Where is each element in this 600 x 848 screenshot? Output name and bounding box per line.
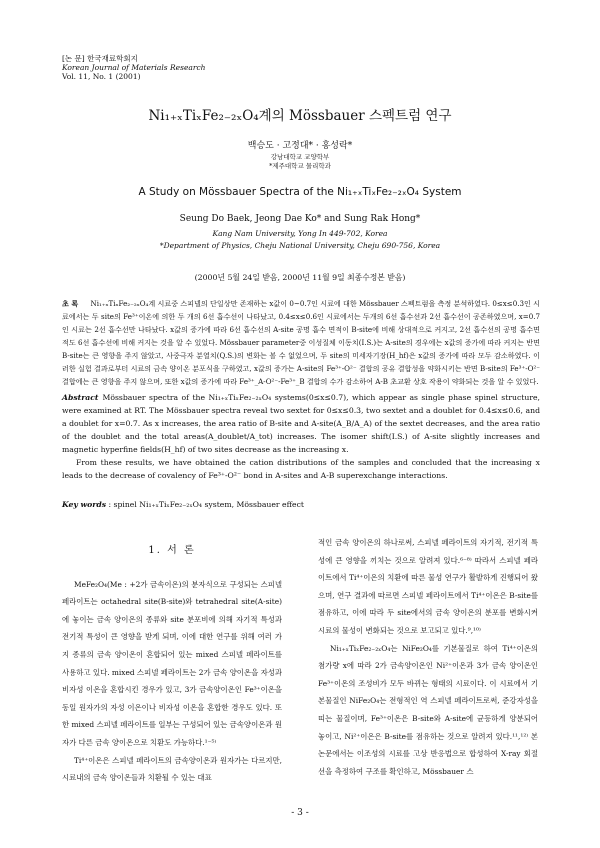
affiliation-ko-1: 강남대학교 교양학부 [270, 153, 330, 161]
body-column-right [318, 534, 538, 780]
title-en: A Study on Mössbauer Spectra of the Ni₁₊ₓTiₓFe₂₋₂ₓO₄ System [138, 186, 462, 198]
affiliations-ko [0, 153, 600, 171]
journal-name-en: Korean Journal of Materials Research [62, 63, 206, 72]
affiliation-en-2: *Department of Physics, Cheju National University, Cheju 690-756, Korea [159, 241, 441, 250]
abstract-en-p1: Mössbauer spectra of the Ni₁₊ₓTiₓFe₂₋₂ₓO₄ systems(0≤x≤0.7), which appear as single phase spinel structure, were examined at RT. The Mössbauer spectra reveal two sextet for 0≤x≤0.3, two sextet and a doublet for 0.4≤x≤0.6, and a doublet for x=0.7. As x increases, the area ratio of B-site and A-site(A_B/A_A) of the sextet decreases, and the area ratio of the doublet and the total areas(A_doublet/A_tot) increases. The isomer shift(I.S.) of A-site slightly increases and magnetic hyperfine fields(H_hf) of two sites decrease as the increasing x. [62, 393, 540, 454]
authors-ko: 백승도 · 고정대* · 홍성락* [247, 141, 353, 151]
received-dates: (2000년 5월 24일 받음, 2000년 11월 9일 최종수정본 받음) [194, 273, 406, 282]
authors-en: Seung Do Baek, Jeong Dae Ko* and Sung Rak Hong* [179, 214, 421, 224]
body-paragraph: 적인 금속 양이온의 하나로써, 스피넬 페라이트의 자기적, 전기적 특성에 큰 영향을 끼치는 것으로 알려져 있다.⁶⁻⁸⁾ 따라서 스피넬 페라이트에서 Ti⁴⁺이온의 치환에 따른 물성 연구가 활발하게 진행되어 왔으며, 연구 결과에 따르면 스피넬 페라이트에서 Ti⁴⁺이온은 B-site를 점유하고, 이에 따라 두 site에서의 금속 양이온의 분포를 변화시켜 시료의 물성이 변화되는 것으로 보고되고 있다.⁹,¹⁰⁾ [318, 538, 538, 635]
journal-volume: Vol. 11, No. 1 (2001) [62, 72, 141, 81]
body-paragraph: Ti⁴⁺이온은 스피넬 페라이트의 금속양이온과 원자가는 다르지만, 시료내의 금속 양이온들과 치환될 수 있는 대표 [62, 755, 282, 783]
title-ko: Ni₁₊ₓTiₓFe₂₋₂ₓO₄계의 Mössbauer 스펙트럼 연구 [148, 108, 452, 124]
abstract-en-p2: From these results, we have obtained the cation distributions of the samples and concluded that the increasing x leads to the decrease of covalency of Fe³⁺-O²⁻ bond in A-sites and A-B superexchange interactions. [62, 458, 540, 480]
keywords-text: : spinel Ni₁₊ₓTiₓFe₂₋₂ₓO₄ system, Mössbauer effect [108, 500, 304, 509]
body-paragraph: MeFe₂O₄(Me : +2가 금속이온)의 분자식으로 구성되는 스피넬 페라이트는 octahedral site(B-site)와 tetrahedral site(A-site)에 놓이는 금속 양이온의 종류와 site 분포비에 의해 자기적 특성과 전기적 특성이 큰 영향을 받게 되며, 이에 대한 연구를 위해 여러 가지 종류의 금속 양이온이 혼합되어 있는 mixed 스피넬 페라이트를 사용하고 있다. mixed 스피넬 페라이트는 2가 금속 양이온을 자성과 비자성 이온을 혼합시킨 경우가 있고, 3가 금속양이온인 Fe³⁺이온을 동일 원자가의 자성 이온이나 비자성 이온을 혼합한 경우도 있다. 또한 mixed 스피넬 페라이트를 일부는 구성되어 있는 금속양이온과 원자가 다른 금속 양이온으로 치환도 가능하다.¹⁻⁵⁾ [62, 579, 282, 747]
keywords [62, 500, 540, 509]
keywords-label: Key words [62, 500, 107, 509]
journal-name-ko: [논 문] 한국재료학회지 [62, 54, 138, 63]
affiliations-en [0, 228, 600, 252]
section-heading-intro: 1. 서 론 [148, 545, 196, 556]
abstract-en [62, 391, 540, 482]
affiliation-en-1: Kang Nam University, Yong In 449-702, Korea [212, 229, 388, 238]
abstract-ko [62, 297, 540, 388]
affiliation-ko-2: *제주대학교 물리학과 [269, 162, 331, 170]
abstract-ko-label: 초 록 [62, 299, 79, 308]
body-column-left [62, 534, 282, 787]
body-paragraph: Ni₁₊ₓTiₓFe₂₋₂ₓO₄는 NiFe₂O₄를 기본물질로 하여 Ti⁴⁺이온의 첨가량 x에 따라 2가 금속양이온인 Ni²⁺이온과 3가 금속 양이온인 Fe³⁺이온의 조성비가 모두 바뀌는 형태의 시료이다. 이 시료에서 기본물질인 NiFe₂O₄는 전형적인 역 스피넬 페라이트로써, 준강자성을 띠는 물질이며, Fe³⁺이온은 B-site와 A-site에 균등하게 양분되어 놓이고, Ni²⁺이온은 B-site를 점유하는 것으로 알려져 있다.¹¹,¹²⁾ 본 논문에서는 이조성의 시료를 고상 반응법으로 합성하여 X-ray 회절선을 측정하여 구조를 확인하고, Mössbauer 스 [318, 643, 538, 776]
abstract-ko-text: Ni₁₊ₓTiₓFe₂₋₂ₓO₄계 시료중 스피넬의 단일상만 존재하는 x값이 0~0.7인 시료에 대한 Mössbauer 스펙트럼을 측정 분석하였다. 0≤x≤0.3인 시료에서는 두 site의 Fe³⁺이온에 의한 두 개의 6선 흡수선이 나타났고, 0.4≤x≤0.6인 시료에서는 두개의 6선 흡수선과 2선 흡수선이 공존하였으며, x=0.7인 시료는 2선 흡수선만 나타났다. x값의 증가에 따라 6선 흡수선의 A-site 공명 흡수 면적이 B-site에 비해 상대적으로 커지고, 2선 흡수선의 공명 흡수면적도 6선 흡수선에 비해 커지는 것을 알 수 있었다. Mössbauer parameter중 이성질체 이동치(I.S.)는 A-site의 경우에는 x값의 증가에 따라 커지는 반면 B-site는 큰 영향을 주지 않았고, 사중극자 분열치(Q.S.)의 변화는 볼 수 없었으며, 두 site의 미세자기장(H_hf)은 x값의 증가에 따라 모두 감소하였다. 이러한 실험 결과로부터 시료의 금속 양이온 분포식을 구하였고, x값의 증가는 A-site의 Fe³⁺-O²⁻ 결합의 공유 결합성을 약화시키는 반면 B-site의 Fe³⁺-O²⁻ 결합에는 큰 영향을 주지 않으며, 또한 x값의 증가에 따라 Fe³⁺_A-O²⁻-Fe³⁺_B 결합의 수가 감소하여 A-B 초교환 상호 작용이 약화되는 것을 알 수 있었다. [62, 299, 540, 386]
abstract-en-label: Abstract [62, 393, 99, 402]
journal-header [62, 54, 205, 81]
page-number: - 3 - [291, 808, 309, 818]
